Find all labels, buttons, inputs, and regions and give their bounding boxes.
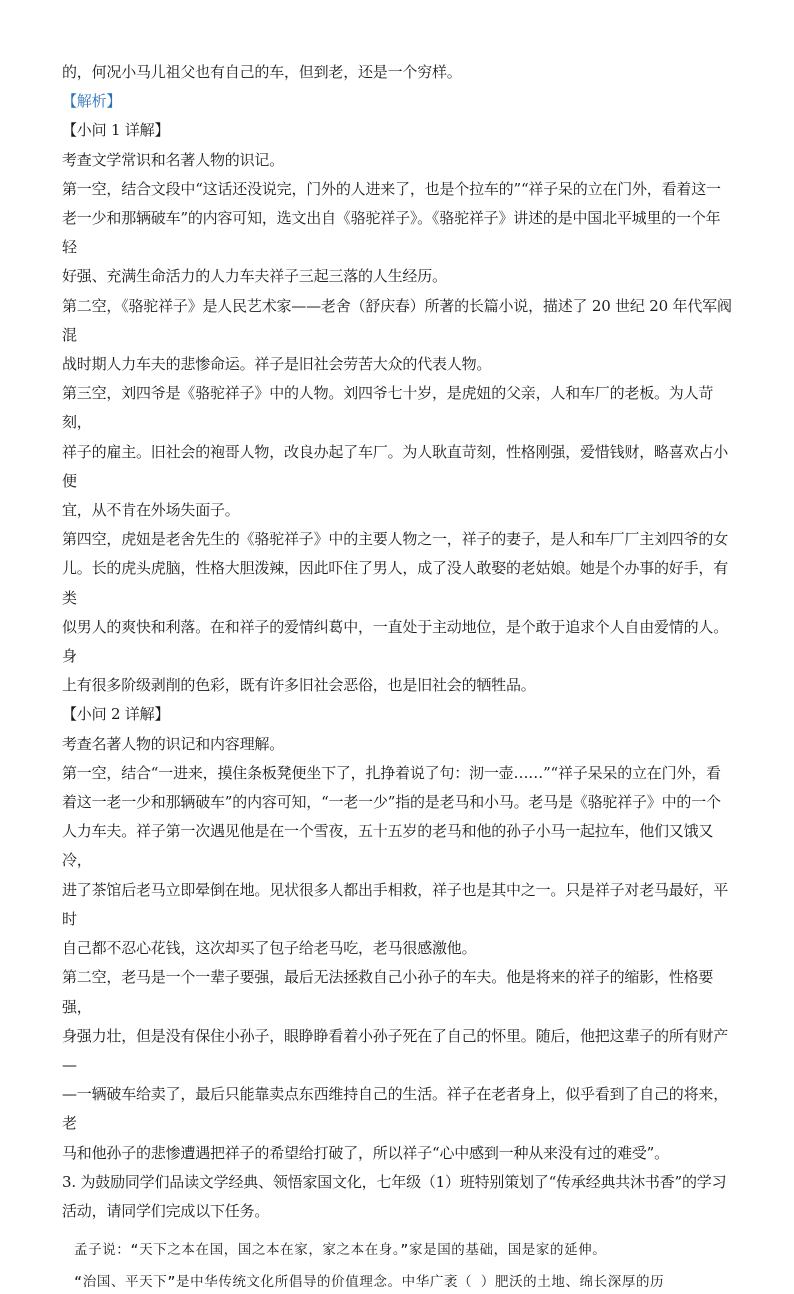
quote-line: 孟子说：“天下之本在国，国之本在家，家之本在身。”家是国的基础，国是家的延伸。 [74, 1242, 607, 1259]
question-3-line: 3. 为鼓励同学们品读文学经典、领悟家国文化，七年级（1）班特别策划了“传承经典共沐书香”的学习 [62, 1172, 727, 1191]
text-line: 上有很多阶级剥削的色彩，既有许多旧社会恶俗，也是旧社会的牺牲品。 [62, 676, 536, 695]
text-line: 第四空，虎妞是老舍先生的《骆驼祥子》中的主要人物之一，祥子的妻子，是人和车厂厂主刘四爷的女 [62, 530, 729, 549]
analysis-heading: 【解析】 [62, 92, 122, 111]
text-line: 宜，从不肯在外场失面子。 [62, 501, 240, 520]
text-line: 第一空，结合“一进来，摸住条板凳便坐下了，扎挣着说了句：沏一壶……”“祥子呆呆的立在门外，看 [62, 763, 721, 782]
text-line: 老一少和那辆破车”的内容可知，选文出自《骆驼祥子》。《骆驼祥子》讲述的是中国北平城里的一个年轻 [62, 209, 721, 257]
text-line: 马和他孙子的悲惨遭遇把祥子的希望给打破了，所以祥子“心中感到一种从来没有过的难受”。 [62, 1143, 669, 1162]
text-line: 进了茶馆后老马立即晕倒在地。见状很多人都出手相救，祥子也是其中之一。只是祥子对老马最好，平时 [62, 880, 729, 928]
text-line: 第三空，刘四爷是《骆驼祥子》中的人物。刘四爷七十岁，是虎妞的父亲，人和车厂的老板。为人苛刻， [62, 384, 714, 432]
text-line: 第二空，老马是一个一辈子要强，最后无法拯救自己小孙子的车夫。他是将来的祥子的缩影，性格要强， [62, 968, 714, 1016]
text-line: 祥子的雇主。旧社会的袍哥人物，改良办起了车厂。为人耿直苛刻，性格刚强，爱惜钱财，略喜欢占小便 [62, 442, 729, 490]
text-line: 考查名著人物的识记和内容理解。 [62, 734, 285, 753]
document-page [62, 58, 732, 1294]
subquestion-2-heading: 【小问 2 详解】 [62, 705, 170, 724]
text-line: 第二空，《骆驼祥子》是人民艺术家——老舍（舒庆春）所著的长篇小说，描述了 20 世纪 20 年代军阀混 [62, 296, 732, 344]
text-line: —一辆破车给卖了，最后只能靠卖点东西维持自己的生活。祥子在老者身上，似乎看到了自己的将来，老 [62, 1085, 729, 1133]
text-line: 考查文学常识和名著人物的识记。 [62, 150, 285, 169]
text-line: 第一空，结合文段中“这话还没说完，门外的人进来了，也是个拉车的”“祥子呆的立在门外，看着这一 [62, 179, 721, 198]
question-3-line: 活动，请同学们完成以下任务。 [62, 1201, 270, 1220]
text-line: 人力车夫。祥子第一次遇见他是在一个雪夜，五十五岁的老马和他的孙子小马一起拉车，他们又饿又冷， [62, 822, 714, 870]
text-line: 自己都不忍心花钱，这次却买了包子给老马吃，老马很感激他。 [62, 939, 477, 958]
text-line: 着这一老一少和那辆破车”的内容可知，“一老一少”指的是老马和小马。老马是《骆驼祥子》中的一个 [62, 793, 721, 812]
text-line: 好强、充满生命活力的人力车夫祥子三起三落的人生经历。 [62, 267, 447, 286]
text-line: 战时期人力车夫的悲惨命运。祥子是旧社会劳苦大众的代表人物。 [62, 355, 492, 374]
quote-line: “治国、平天下”是中华传统文化所倡导的价值理念。中华广袤（ ）肥沃的土地、绵长深厚的历 [74, 1274, 665, 1291]
text-line: 儿。长的虎头虎脑，性格大胆泼辣，因此吓住了男人，成了没人敢娶的老姑娘。她是个办事的好手，有类 [62, 559, 729, 607]
text-line: 身强力壮，但是没有保住小孙子，眼睁睁看着小孙子死在了自己的怀里。随后，他把这辈子的所有财产— [62, 1026, 729, 1074]
text-line: 的，何况小马儿祖父也有自己的车，但到老，还是一个穷样。 [62, 63, 462, 81]
subquestion-1-heading: 【小问 1 详解】 [62, 121, 170, 140]
text-line: 似男人的爽快和利落。在和祥子的爱情纠葛中，一直处于主动地位，是个敢于追求个人自由爱情的人。身 [62, 617, 729, 666]
